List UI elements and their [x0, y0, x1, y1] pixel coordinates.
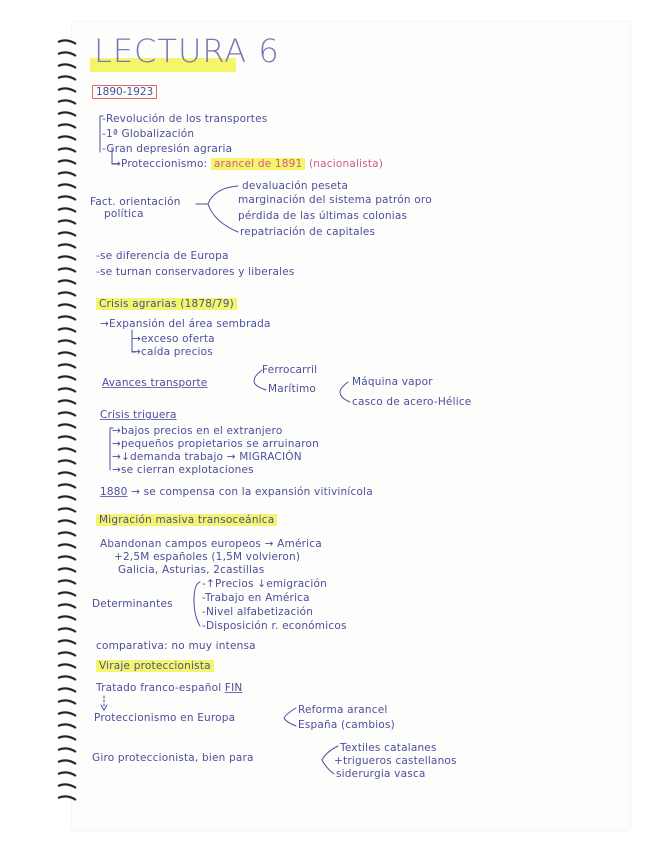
giro-item-3: siderurgia vasca: [336, 768, 426, 780]
treaty-text: Tratado franco-español: [96, 682, 222, 694]
expansion-sub-1: →exceso oferta: [132, 333, 215, 345]
expansion-sub-2: →caída precios: [132, 346, 213, 358]
det-item-1: -↑Precios ↓emigración: [202, 578, 327, 590]
giro-bracket: [322, 746, 338, 774]
europe-item-2: España (cambios): [298, 719, 395, 731]
tariff-1891: arancel de 1891: [211, 158, 306, 170]
expansion-line: →Expansión del área sembrada: [100, 318, 271, 330]
europe-bracket: [284, 708, 296, 726]
page-title: LECTURA 6: [94, 32, 280, 70]
wheat-item-2: →pequeños propietarios se arruinaron: [112, 438, 320, 450]
wheat-item-1: →bajos precios en el extranjero: [112, 425, 283, 437]
turn-heading-text: Viraje proteccionista: [96, 660, 214, 672]
factor-item-4: repatriación de capitales: [240, 226, 376, 238]
wheat-item-3: →↓demanda trabajo → MIGRACIÓN: [112, 451, 302, 463]
protectionism-label: →Proteccionismo:: [112, 158, 208, 170]
maritime-item-steam: Máquina vapor: [352, 376, 433, 388]
wheat-item-4: →se cierran explotaciones: [112, 464, 254, 476]
determinants-label: Determinantes: [92, 598, 173, 610]
migration-line-2: +2,5M españoles (1,5M volvieron): [114, 551, 301, 563]
period-box: 1890-1923: [92, 85, 157, 99]
maritime-bracket: [340, 382, 350, 402]
factor-item-3: pérdida de las últimas colonias: [238, 210, 408, 222]
note-1: -se diferencia de Europa: [96, 250, 229, 262]
factor-item-2: marginación del sistema patrón oro: [238, 194, 432, 206]
transport-bracket: [254, 370, 266, 390]
wheat-heading: Crisis triguera: [100, 409, 177, 421]
giro-label: Giro proteccionista, bien para: [92, 752, 254, 764]
maritime-item-hull: casco de acero-Hélice: [352, 396, 472, 408]
intro-item-1: -Revolución de los transportes: [102, 113, 268, 125]
europe-label: Proteccionismo en Europa: [94, 712, 236, 724]
year-1880: 1880: [100, 486, 128, 498]
treaty-end: FIN: [224, 682, 243, 694]
factors-label-1: Fact. orientación: [90, 196, 181, 208]
transport-item-maritime: Marítimo: [268, 383, 317, 395]
migration-line-3: Galicia, Asturias, 2castillas: [118, 564, 265, 576]
note-2: -se turnan conservadores y liberales: [96, 266, 295, 278]
comparative: comparativa: no muy intensa: [96, 640, 256, 652]
transport-label: Avances transporte: [102, 377, 208, 389]
crisis-heading-text: Crisis agrarias (1878/79): [96, 298, 237, 310]
factors-label-2: política: [104, 208, 144, 220]
giro-item-2: +trigueros castellanos: [334, 755, 457, 767]
migration-line-1: Abandonan campos europeos → América: [100, 538, 322, 550]
protectionism-note: (nacionalista): [308, 158, 384, 170]
year-1880-text: → se compensa con la expansión vitivinícola: [131, 486, 373, 498]
det-item-3: -Nivel alfabetización: [202, 606, 314, 618]
europe-item-1: Reforma arancel: [298, 704, 388, 716]
det-item-2: -Trabajo en América: [202, 592, 310, 604]
det-item-4: -Disposición r. económicos: [202, 620, 347, 632]
transport-item-rail: Ferrocarril: [262, 364, 318, 376]
intro-item-3: -Gran depresión agraria: [102, 143, 233, 155]
factor-item-1: devaluación peseta: [242, 180, 349, 192]
factors-bracket: [208, 186, 238, 232]
intro-bracket: [100, 116, 103, 152]
giro-item-1: Textiles catalanes: [340, 742, 437, 754]
wheat-bracket: [110, 428, 113, 470]
migration-heading-text: Migración masiva transoceánica: [96, 514, 277, 526]
determinants-bracket: [194, 582, 200, 626]
intro-item-2: -1ª Globalización: [102, 128, 195, 140]
